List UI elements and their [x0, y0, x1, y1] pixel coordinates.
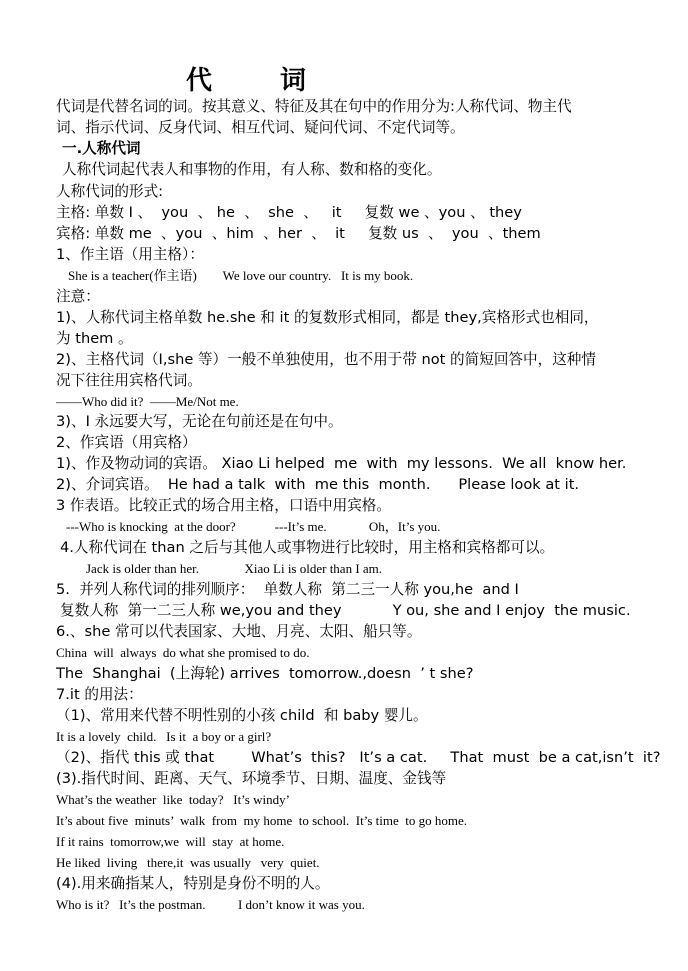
text-line: What’s the weather like today? It’s windy’	[56, 792, 290, 807]
text-line: The Shanghai (上海轮) arrives tomorrow.,doesn ’ t she?	[56, 665, 474, 682]
text-line: ---Who is knocking at the door? ---It’s me. Oh，It’s you.	[66, 519, 441, 534]
text-line: 人称代词起代表人和事物的作用，有人称、数和格的变化。	[62, 161, 442, 178]
text-line: 主格: 单数 I 、 you 、 he 、 she 、 it 复数 we 、you 、 they	[56, 204, 522, 221]
text-line: If it rains tomorrow,we will stay at home.	[56, 834, 285, 849]
text-line: Who is it? It’s the postman. I don’t know it was you.	[56, 897, 365, 912]
text-line: 一.人称代词	[62, 140, 141, 157]
text-line: 人称代词的形式:	[56, 183, 164, 200]
text-line: It is a lovely child. Is it a boy or a girl?	[56, 729, 272, 744]
text-line: 词、指示代词、反身代词、相互代词、疑问代词、不定代词等。	[56, 119, 465, 136]
text-line: （1)、常用来代替不明性别的小孩 child 和 baby 婴儿。	[56, 707, 428, 724]
text-line: 注意：	[56, 288, 100, 305]
text-line: 3)、I 永远要大写，无论在句前还是在句中。	[56, 413, 343, 430]
text-line: (3).指代时间、距离、天气、环境季节、日期、温度、金钱等	[56, 770, 447, 787]
text-line: 代词是代替名词的词。按其意义、特征及其在句中的作用分为:人称代词、物主代	[56, 98, 572, 115]
text-line: (4).用来确指某人，特别是身份不明的人。	[56, 875, 330, 892]
text-line: 2)、介词宾语。 He had a talk with me this month. Please look at it.	[56, 476, 580, 493]
text-line: 4.人称代词在 than 之后与其他人或事物进行比较时，用主格和宾格都可以。	[60, 539, 555, 556]
title-char-2: 词	[280, 66, 309, 96]
text-line: 为 them 。	[56, 330, 133, 347]
text-line: 1)、人称代词主格单数 he.she 和 it 的复数形式相同，都是 they,宾格形式也相同，	[56, 309, 599, 326]
title-char-1: 代	[186, 66, 215, 96]
text-line: ——Who did it? ——Me/Not me.	[56, 394, 239, 409]
text-line: 7.it 的用法：	[56, 686, 143, 703]
text-line: She is a teacher(作主语) We love our country. It is my book.	[68, 268, 414, 283]
text-line: It’s about five minuts’ walk from my home to school. It’s time to go home.	[56, 813, 468, 828]
text-line: 3 作表语。比较正式的场合用主格，口语中用宾格。	[56, 497, 391, 514]
text-line: 2)、主格代词（I,she 等）一般不单独使用，也不用于带 not 的简短回答中，这种情	[56, 351, 596, 368]
text-line: 1)、作及物动词的宾语。 Xiao Li helped me with my lessons. We all know her.	[56, 455, 627, 472]
text-line: 2、作宾语（用宾格）	[56, 434, 197, 451]
text-line: 复数人称 第一二三人称 we,you and they Y ou, she and I enjoy the music.	[60, 602, 631, 619]
text-line: China will always do what she promised to do.	[56, 645, 310, 660]
text-line: （2)、指代 this 或 that What’s this? It’s a cat. That must be a cat,isn’t it?	[56, 749, 661, 766]
text-line: He liked living there,it was usually very quiet.	[56, 855, 320, 870]
text-line: 宾格: 单数 me 、you 、him 、her 、 it 复数 us 、 you 、them	[56, 225, 541, 242]
text-line: 5. 并列人称代词的排列顺序： 单数人称 第二三一人称 you,he and I	[56, 581, 519, 598]
text-line: 况下往往用宾格代词。	[56, 372, 202, 389]
text-line: 6.、she 常可以代表国家、大地、月亮、太阳、船只等。	[56, 623, 422, 640]
text-line: 1、作主语（用主格）：	[56, 246, 204, 263]
text-line: Jack is older than her. Xiao Li is older than I am.	[86, 561, 383, 576]
page-title	[186, 60, 308, 97]
